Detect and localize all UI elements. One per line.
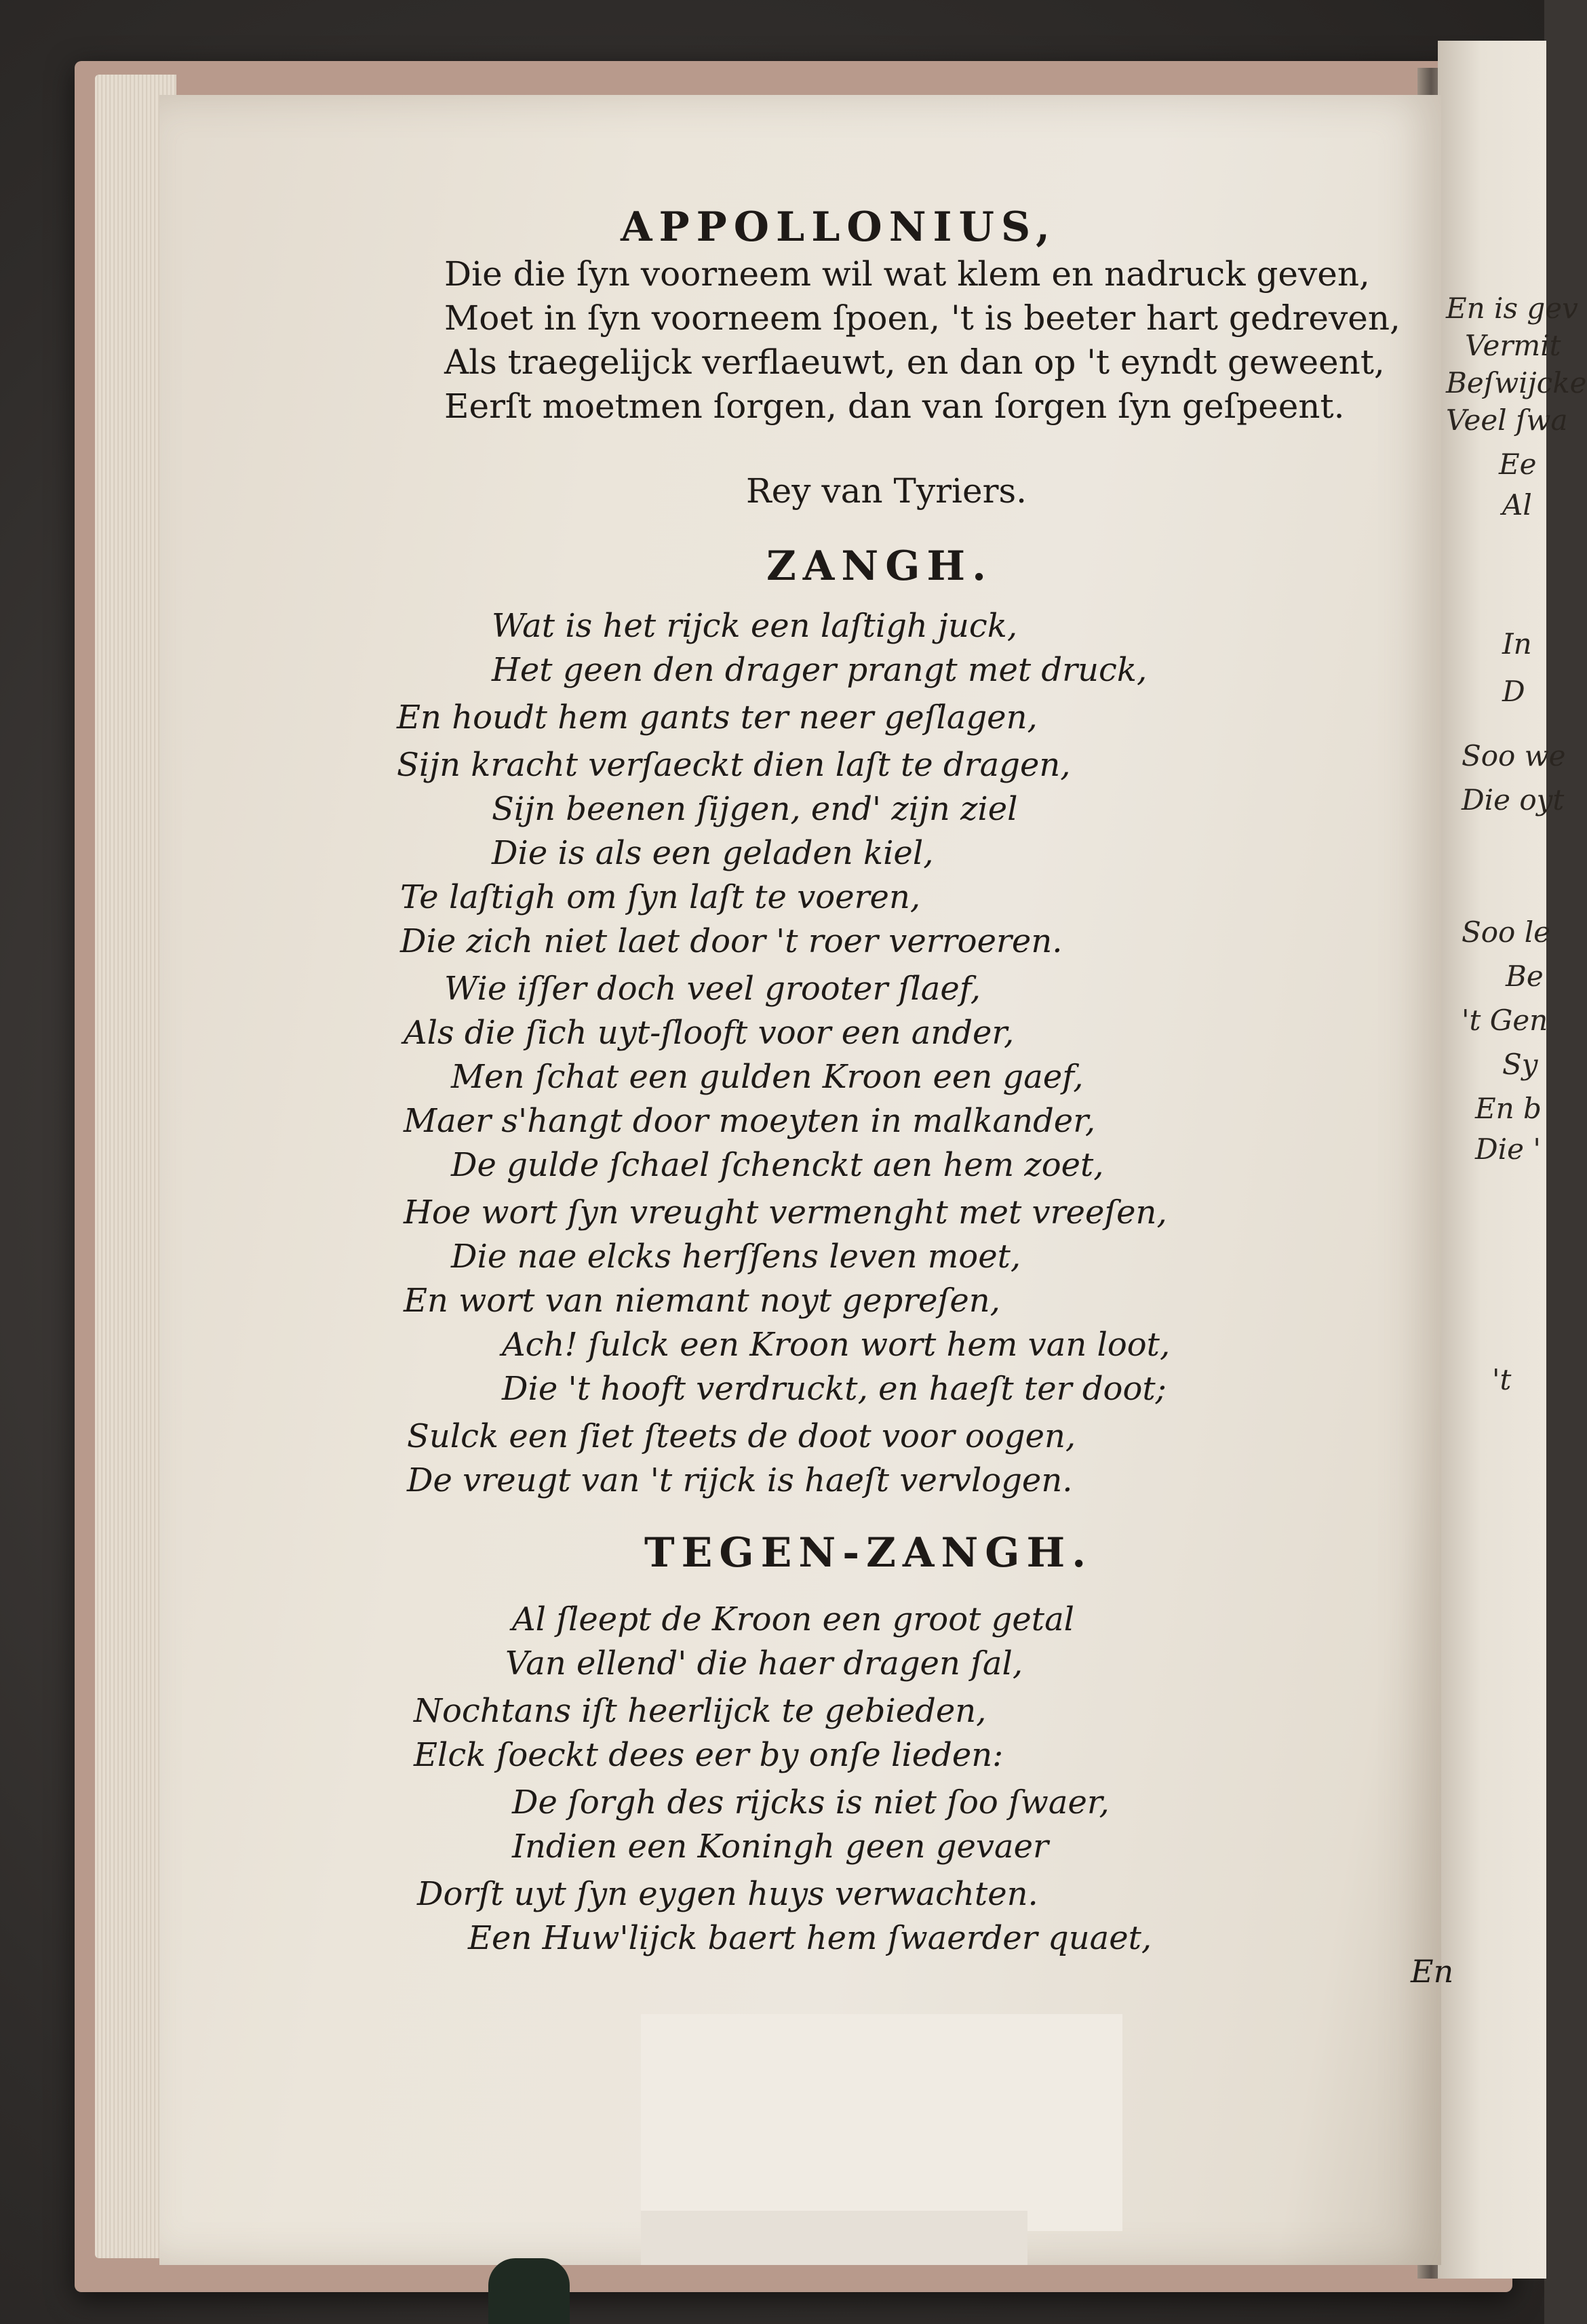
verse-line: Sijn beenen ſijgen, end' zijn ziel (492, 790, 1018, 828)
verse-line: Een Huw'lijck baert hem ſwaerder quaet, (468, 1919, 1152, 1957)
opening-line: Als traegelijck verflaeuwt, en dan op 't eyndt geweent, (444, 342, 1385, 382)
facing-fragment: Sy (1502, 1048, 1538, 1081)
verse-line: Maer s'hangt door moeyten in malkander, (404, 1102, 1096, 1140)
section-heading-zangh: ZANGH. (766, 543, 994, 590)
verse-line: Dorſt uyt ſyn eygen huys verwachten. (417, 1875, 1038, 1913)
opening-line: Moet in ſyn voorneem ſpoen, 't is beeter hart gedreven, (444, 298, 1400, 338)
facing-fragment: Beſwijcke (1446, 366, 1587, 399)
facing-fragment: Be (1506, 960, 1544, 993)
running-head: APPOLLONIUS, (621, 203, 1057, 251)
opening-line: Eerſt moetmen ſorgen, dan van ſorgen ſyn geſpeent. (444, 387, 1345, 426)
chorus-title: Rey van Tyriers. (746, 471, 1027, 511)
verse-line: Die nae elcks herſſens leven moet, (451, 1238, 1021, 1276)
verse-line: Al ſleept de Kroon een groot getal (512, 1600, 1075, 1638)
verse-line: Sijn kracht verſaeckt dien laſt te dragen, (397, 746, 1071, 784)
bookmark-ribbon (488, 2258, 570, 2324)
verse-line: Die is als een geladen kiel, (492, 834, 934, 872)
facing-fragment: Die oyt (1462, 783, 1565, 816)
redaction-block (641, 2014, 1122, 2231)
facing-fragment: Vermit (1465, 329, 1561, 362)
facing-fragment: Soo le (1462, 915, 1550, 949)
verse-line: Te laſtigh om ſyn laſt te voeren, (400, 878, 921, 916)
facing-fragment: Die ' (1475, 1133, 1541, 1166)
redaction-block (641, 2211, 1027, 2265)
verse-line: Als die ſich uyt-ſlooft voor een ander, (404, 1014, 1015, 1052)
verse-line: Wat is het rijck een laſtigh juck, (492, 607, 1018, 645)
verse-line: Nochtans iſt heerlijck te gebieden, (414, 1692, 987, 1730)
catchword: En (1411, 1953, 1454, 1990)
facing-fragment: 't (1492, 1363, 1512, 1396)
verse-line: Sulck een ſiet ſteets de doot voor oogen, (407, 1417, 1076, 1455)
facing-fragment: In (1502, 627, 1532, 661)
verse-line: De ſorgh des rijcks is niet ſoo ſwaer, (512, 1784, 1110, 1821)
verse-line: De gulde ſchael ſchenckt aen hem zoet, (451, 1146, 1104, 1184)
verse-line: En wort van niemant noyt gepreſen, (404, 1282, 1000, 1320)
facing-fragment: En b (1475, 1092, 1542, 1125)
verse-line: Ach! ſulck een Kroon wort hem van loot, (502, 1326, 1171, 1364)
verse-line: Van ellend' die haer dragen ſal, (505, 1644, 1023, 1682)
verse-line: De vreugt van 't rijck is haeſt vervlogen. (407, 1461, 1073, 1499)
facing-page (1438, 41, 1587, 2279)
verse-line: Wie iſſer doch veel grooter ſlaef, (444, 970, 981, 1008)
facing-fragment: D (1502, 675, 1525, 708)
opening-line: Die die ſyn voorneem wil wat klem en nadruck geven, (444, 254, 1370, 294)
facing-fragment: Ee (1499, 448, 1537, 481)
facing-fragment: Soo we (1462, 739, 1566, 772)
facing-fragment: En is gev (1446, 292, 1578, 325)
facing-fragment: Al (1502, 488, 1532, 521)
section-heading-tegen-zangh: TEGEN-ZANGH. (644, 1529, 1093, 1577)
facing-fragment: Veel ſwa (1446, 403, 1568, 437)
facing-fragment: 't Gen (1462, 1004, 1548, 1037)
verse-line: Men ſchat een gulden Kroon een gaef, (451, 1058, 1084, 1096)
verse-line: Die 't hooft verdruckt, en haeſt ter doot; (502, 1370, 1167, 1408)
verse-line: Indien een Koningh geen gevaer (512, 1828, 1049, 1866)
verse-line: Hoe wort ſyn vreught vermenght met vreeſen, (404, 1194, 1167, 1232)
verse-line: Het geen den drager prangt met druck, (492, 651, 1148, 689)
verse-line: Die zich niet laet door 't roer verroeren. (400, 922, 1063, 960)
verse-line: En houdt hem gants ter neer geſlagen, (397, 698, 1038, 736)
verse-line: Elck ſoeckt dees eer by onſe lieden: (414, 1736, 1004, 1774)
